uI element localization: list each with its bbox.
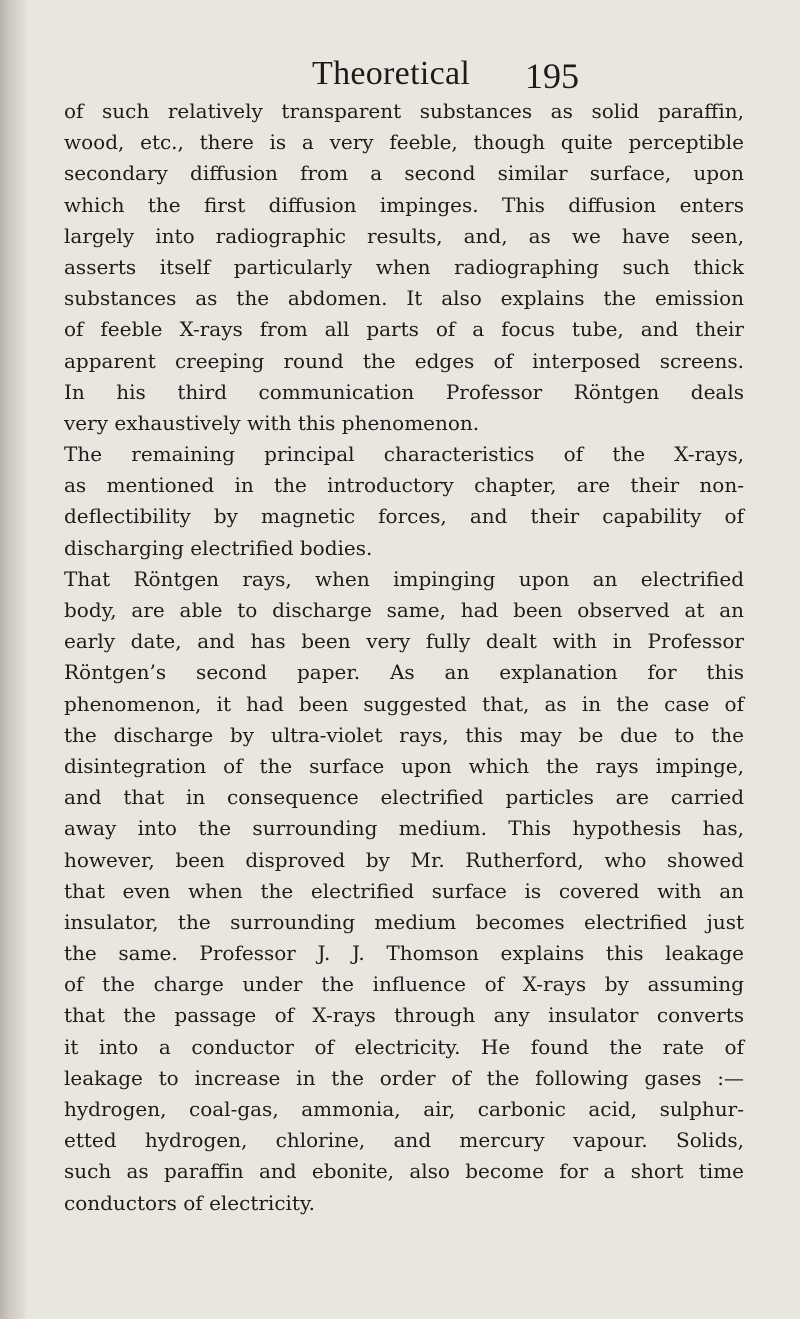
text-line: of the charge under the influence of X-rays by assuming xyxy=(64,972,744,997)
text-line: however, been disproved by Mr. Rutherford, who showed xyxy=(64,847,744,872)
text-line: very exhaustively with this phenomenon. xyxy=(64,410,480,435)
text-line: hydrogen, coal-gas, ammonia, air, carbonic acid, sulphur- xyxy=(64,1097,744,1121)
text-line: such as paraffin and ebonite, also become for a short time xyxy=(64,1159,744,1184)
text-line: and that in consequence electrified particles are carried xyxy=(64,785,744,810)
running-head-title: Theoretical xyxy=(312,55,471,92)
text-line: phenomenon, it had been suggested that, as in the case of xyxy=(64,691,744,716)
text-line: leakage to increase in the order of the following gases :— xyxy=(64,1065,744,1090)
text-line: it into a conductor of electricity. He found the rate of xyxy=(64,1034,744,1059)
text-line: body, are able to discharge same, had been observed at an xyxy=(64,598,744,622)
text-line: away into the surrounding medium. This hypothesis has, xyxy=(64,816,744,841)
text-line: The remaining principal characteristics of the X-rays, xyxy=(64,442,744,467)
body-text xyxy=(64,96,744,1219)
text-line: the discharge by ultra-violet rays, this may be due to the xyxy=(64,722,744,747)
text-line: That Röntgen rays, when impinging upon an electrified xyxy=(64,566,744,591)
text-line: In his third communication Professor Röntgen deals xyxy=(64,379,744,404)
text-line: discharging electrified bodies. xyxy=(64,535,373,560)
text-line: that even when the electrified surface is covered with an xyxy=(64,878,744,903)
text-line: the same. Professor J. J. Thomson explains this leakage xyxy=(64,941,744,966)
text-line: of such relatively transparent substances as solid paraffin, xyxy=(64,99,744,123)
text-line: which the first diffusion impinges. This diffusion enters xyxy=(64,192,744,217)
text-line: deflectibility by magnetic forces, and their capability of xyxy=(64,504,744,529)
text-line: etted hydrogen, chlorine, and mercury vapour. Solids, xyxy=(64,1128,744,1153)
text-line: asserts itself particularly when radiographing such thick xyxy=(64,254,744,279)
text-line: disintegration of the surface upon which the rays impinge, xyxy=(64,753,744,778)
text-line: Röntgen’s second paper. As an explanation for this xyxy=(64,660,744,685)
text-line: wood, etc., there is a very feeble, though quite perceptible xyxy=(64,130,744,155)
text-line: largely into radiographic results, and, as we have seen, xyxy=(64,223,744,248)
text-line: early date, and has been very fully dealt with in Professor xyxy=(64,629,744,654)
text-line: insulator, the surrounding medium becomes electrified just xyxy=(64,909,744,934)
text-line: secondary diffusion from a second similar surface, upon xyxy=(64,161,744,186)
text-line: as mentioned in the introductory chapter, are their non- xyxy=(64,473,744,498)
text-line: of feeble X-rays from all parts of a focus tube, and their xyxy=(64,317,744,342)
text-line: that the passage of X-rays through any insulator converts xyxy=(64,1003,744,1028)
page-number: 195 xyxy=(525,56,579,96)
text-line: conductors of electricity. xyxy=(64,1190,315,1215)
text-line: apparent creeping round the edges of interposed screens. xyxy=(64,348,744,373)
text-line: substances as the abdomen. It also explains the emission xyxy=(64,286,744,311)
